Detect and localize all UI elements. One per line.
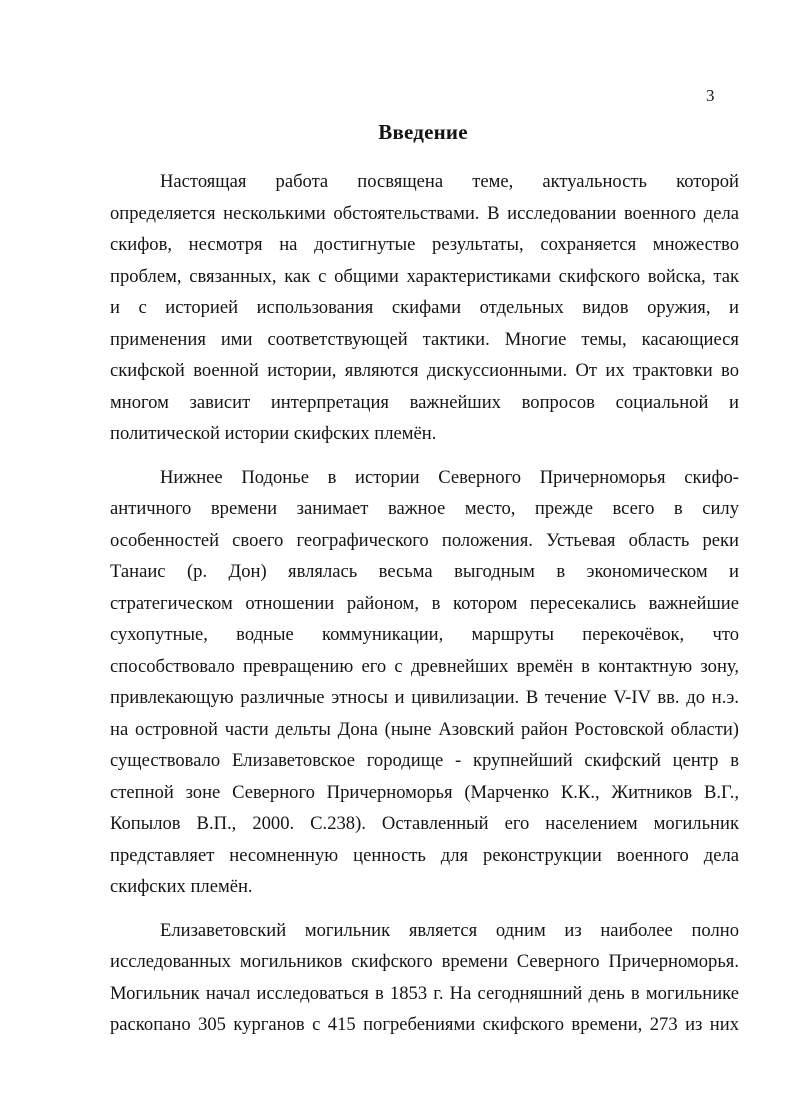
text-line: представляет несомненную ценность для реконструкции военного дела xyxy=(110,844,739,866)
text-line: Елизаветовский могильник является одним из наиболее полно xyxy=(160,919,739,941)
body-text xyxy=(110,166,739,1041)
text-line: существовало Елизаветовское городище - крупнейший скифский центр в xyxy=(110,750,739,771)
text-line: применения ими соответствующей тактики. Многие темы, касающиеся xyxy=(110,328,739,350)
text-line: античного времени занимает важное место, прежде всего в силу xyxy=(110,498,739,519)
text-line: многом зависит интерпретация важнейших вопросов социальной и xyxy=(110,391,739,413)
text-line: степной зоне Северного Причерноморья (Марченко К.К., Житников В.Г., xyxy=(110,781,739,803)
paragraph-3 xyxy=(110,915,739,1041)
page-title: Введение xyxy=(378,120,468,144)
text-line: способствовало превращению его с древнейших времён в контактную зону, xyxy=(110,655,739,677)
text-line: особенностей своего географического положения. Устьевая область реки xyxy=(110,529,739,551)
text-line: политической истории скифских племён. xyxy=(110,423,437,444)
text-line: Настоящая работа посвящена теме, актуальность которой xyxy=(160,171,739,192)
text-line: определяется несколькими обстоятельствами. В исследовании военного дела xyxy=(110,202,739,224)
text-line: Нижнее Подонье в истории Северного Причерноморья скифо- xyxy=(160,466,739,488)
text-line: раскопано 305 курганов с 415 погребениями скифского времени, 273 из них xyxy=(110,1014,739,1035)
text-line: на островной части дельты Дона (ныне Азовский район Ростовской области) xyxy=(110,718,739,740)
text-line: Могильник начал исследоваться в 1853 г. На сегодняшний день в могильнике xyxy=(110,982,739,1004)
page-number: 3 xyxy=(706,86,715,105)
text-line: и с историей использования скифами отдельных видов оружия, и xyxy=(110,297,739,318)
text-line: проблем, связанных, как с общими характеристиками скифского войска, так xyxy=(110,265,739,287)
text-line: исследованных могильников скифского времени Северного Причерноморья. xyxy=(110,951,739,972)
text-line: скифов, несмотря на достигнутые результаты, сохраняется множество xyxy=(110,234,739,255)
text-line: скифской военной истории, являются дискуссионными. От их трактовки во xyxy=(110,360,739,381)
paragraph-1 xyxy=(110,166,739,450)
text-line: привлекающую различные этносы и цивилизации. В течение V-IV вв. до н.э. xyxy=(110,687,739,708)
text-line: сухопутные, водные коммуникации, маршруты перекочёвок, что xyxy=(110,624,739,645)
text-line: скифских племён. xyxy=(110,876,253,897)
text-line: Копылов В.П., 2000. С.238). Оставленный его населением могильник xyxy=(110,813,739,834)
text-line: стратегическом отношении районом, в котором пересекались важнейшие xyxy=(110,592,739,614)
paragraph-2 xyxy=(110,462,739,903)
text-line: Танаис (р. Дон) являлась весьма выгодным в экономическом и xyxy=(110,561,739,582)
